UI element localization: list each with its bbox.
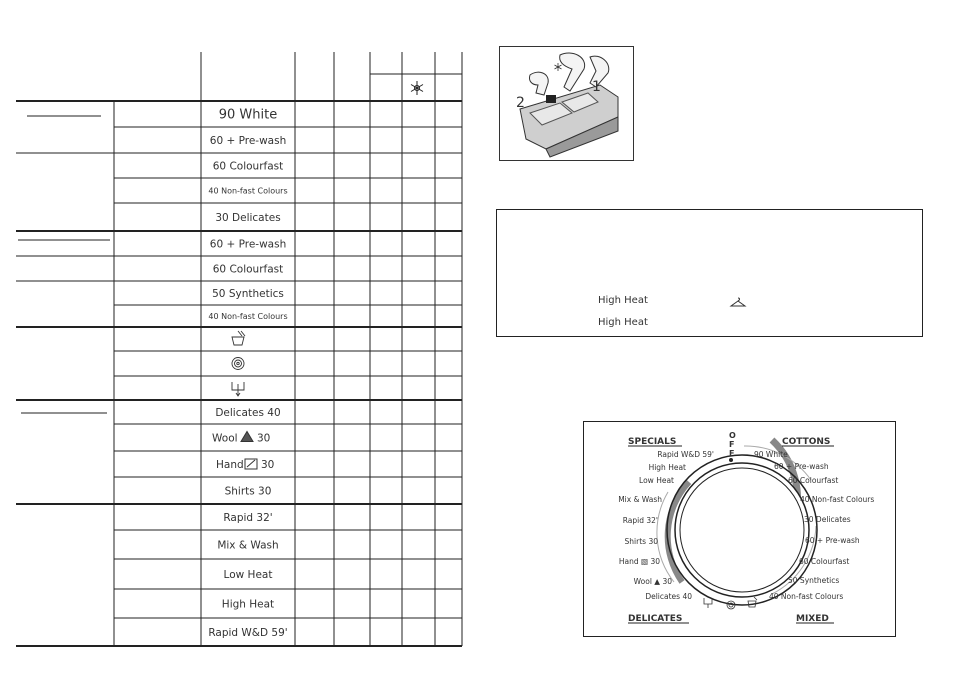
row-label: High Heat <box>221 598 275 611</box>
row-label: Delicates 40 <box>215 406 281 419</box>
row-label: Shirts 30 <box>224 485 272 498</box>
dial-label: Rapid 32' <box>622 516 658 525</box>
row-label: 90 White <box>218 107 278 123</box>
dial-label: Shirts 30 <box>624 537 658 546</box>
row-suffix: 30 <box>257 432 271 445</box>
table-row <box>217 539 278 551</box>
spin-icon <box>232 358 244 370</box>
table-row <box>232 331 245 345</box>
info-line-1: High Heat <box>598 295 648 306</box>
row-label: Hand <box>216 459 244 471</box>
dial-label: 60 + Pre-wash <box>805 536 860 545</box>
table-row <box>208 312 287 321</box>
table-row <box>213 160 284 172</box>
table-row <box>223 512 272 524</box>
programme-dial <box>584 422 895 636</box>
table-row <box>219 108 277 123</box>
row-label: 60 + Pre-wash <box>209 134 287 147</box>
dial-label: Rapid W&D 59' <box>657 450 714 459</box>
row-label: 50 Synthetics <box>212 287 284 300</box>
dial-label: 30 Delicates <box>804 515 851 524</box>
row-label: 60 + Pre-wash <box>209 238 287 251</box>
info-line-2: High Heat <box>598 317 648 328</box>
group-specials: SPECIALS <box>628 437 677 447</box>
table-row <box>212 432 270 445</box>
table-row <box>224 569 273 581</box>
table-row <box>216 459 274 471</box>
table-row <box>210 135 286 147</box>
drawer-label-1: 1 <box>592 79 601 95</box>
hand-wash-icon <box>245 459 257 469</box>
dial-label: High Heat <box>648 463 686 472</box>
drawer-label-2: 2 <box>516 95 525 111</box>
table-row <box>222 598 274 610</box>
table-row <box>208 627 287 639</box>
table-row <box>210 238 286 250</box>
table-row <box>212 288 284 300</box>
dial-label: 60 Colourfast <box>788 476 839 485</box>
group-cottons: COTTONS <box>782 437 831 447</box>
dial-label: Low Heat <box>639 476 674 485</box>
drain-icon <box>232 382 244 396</box>
programme-table <box>0 0 470 674</box>
row-label: Rapid 32' <box>223 511 273 524</box>
table-row <box>232 358 244 370</box>
dial-label: 60 Colourfast <box>799 557 850 566</box>
row-suffix: 30 <box>261 459 275 471</box>
dial-label: 40 Non-fast Colours <box>769 592 844 601</box>
snowflake-icon <box>555 63 562 71</box>
table-row <box>213 263 284 275</box>
off-dot <box>729 458 733 462</box>
detergent-drawer-figure <box>499 46 634 161</box>
info-box <box>496 209 923 337</box>
drain-icon <box>704 598 712 608</box>
group-mixed: MIXED <box>796 614 829 624</box>
hanger-icon <box>729 296 747 308</box>
row-label: Mix & Wash <box>217 539 279 552</box>
table-row <box>225 485 272 497</box>
dial-label: 90 White <box>754 450 788 459</box>
dial-label: 40 Non-fast Colours <box>800 495 875 504</box>
dial-label: Mix & Wash <box>618 495 662 504</box>
dial-label: Delicates 40 <box>645 592 692 601</box>
dial-label: Hand ▧ 30 <box>618 557 660 566</box>
row-label: Low Heat <box>223 568 273 581</box>
table-row <box>232 382 244 396</box>
dial-label: Wool ▲ 30 <box>633 577 672 586</box>
row-label: 60 Colourfast <box>212 263 284 276</box>
rinse-icon <box>232 331 245 345</box>
group-delicates: DELICATES <box>628 614 683 624</box>
table-row <box>215 407 280 419</box>
dial-label: 50 Synthetics <box>788 576 840 585</box>
dial-label: 60 + Pre-wash <box>774 462 829 471</box>
row-label: 60 Colourfast <box>212 160 284 173</box>
snowflake-icon <box>411 81 423 95</box>
wool-icon <box>241 432 253 442</box>
table-row <box>208 186 287 195</box>
drawer-illustration <box>500 47 633 160</box>
rinse-icon <box>748 597 757 607</box>
programme-dial-panel <box>583 421 896 637</box>
row-label: 40 Non-fast Colours <box>208 186 288 196</box>
dial-off-label: O F F <box>729 431 736 458</box>
table-row <box>215 212 280 224</box>
row-label: 30 Delicates <box>215 211 281 224</box>
row-label: Wool <box>212 432 238 445</box>
row-label: Rapid W&D 59' <box>208 626 288 639</box>
row-label: 40 Non-fast Colours <box>208 311 288 321</box>
